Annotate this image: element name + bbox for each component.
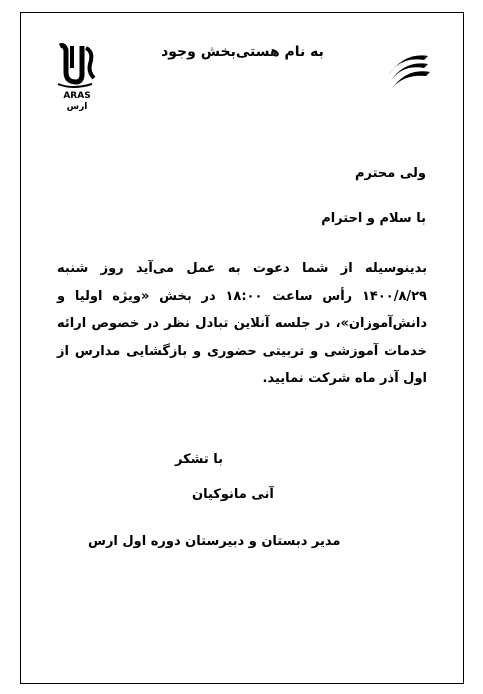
logo-persian-text: ارس: [66, 102, 88, 112]
greeting: با سلام و احترام: [321, 211, 426, 226]
closing: با تشکر: [175, 452, 224, 467]
letter-heading: به نام هستی‌بخش وجود: [161, 44, 324, 60]
letter-body: بدینوسیله از شما دعوت به عمل می‌آید روز شنبه ۱۴۰۰/۸/۲۹ رأس ساعت ۱۸:۰۰ در بخش «ویژه اولیا و دانش‌آموزان»، در جلسه آنلاین تبادل نظر در خصوص ارائه خدمات آموزشی و تربیتی حضوری و بازگشایی مدارس از اول آذر ماه شرکت نمایید.: [57, 261, 427, 386]
salutation: ولی محترم: [355, 166, 426, 181]
signer-name: آنی مانوکیان: [192, 487, 274, 502]
wave-emblem-icon: [384, 52, 432, 88]
aras-school-logo-icon: [52, 42, 102, 112]
signer-title: مدیر دبستان و دبیرستان دوره اول ارس: [88, 534, 341, 549]
logo-latin-text: ARAS: [63, 91, 91, 101]
